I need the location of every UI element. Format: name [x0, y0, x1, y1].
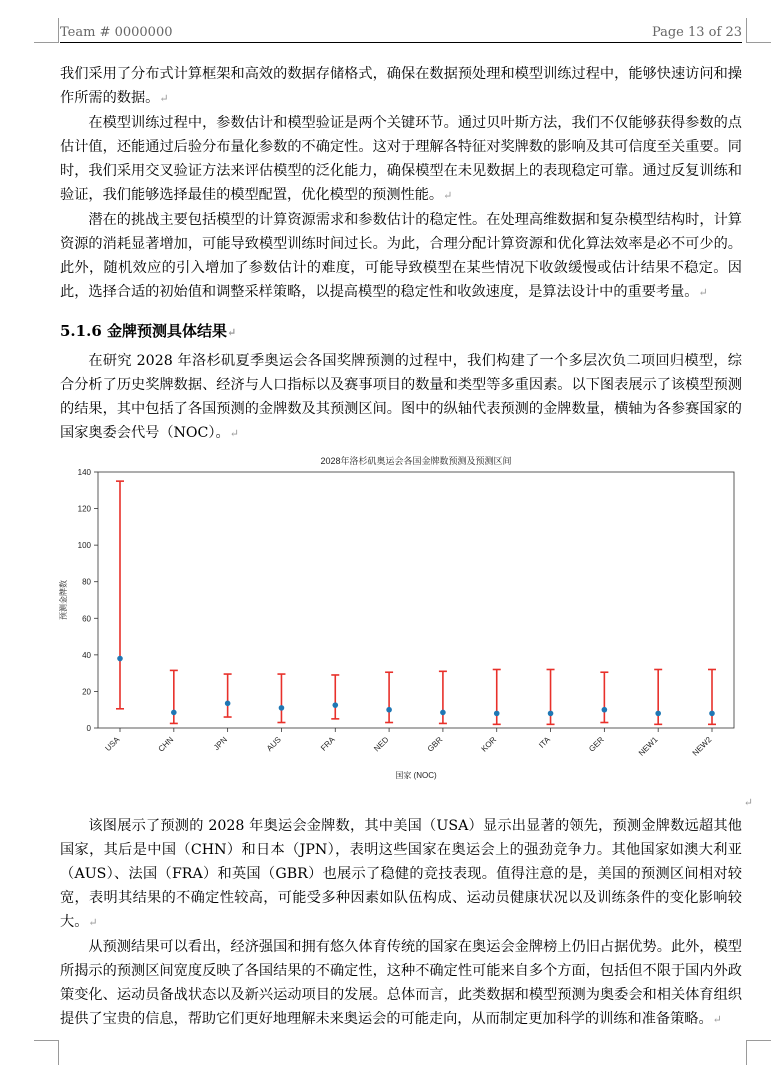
x-axis-label: 国家 (NOC) — [395, 771, 437, 780]
y-tick-label: 80 — [82, 577, 91, 587]
gold-medal-forecast-chart — [52, 452, 742, 784]
paragraph: 我们采用了分布式计算框架和高效的数据存储格式，确保在数据预处理和模型训练过程中，能够快速访问和操作所需的数据。↵ — [60, 66, 742, 106]
paragraph: 潜在的挑战主要包括模型的计算资源需求和参数估计的稳定性。在处理高维数据和复杂模型结构时，计算资源的消耗显著增加，可能导致模型训练时间过长。为此，合理分配计算资源和优化算法效率是必不可少的。此外，随机效应的引入增加了参数估计的难度，可能导致模型在某些情况下收敛缓慢或估计结果不稳定。因此，选择合适的初始值和调整采样策略，以提高模型的稳定性和收敛速度，是算法设计中的重要考量。↵ — [60, 212, 742, 300]
paragraph: 在研究 2028 年洛杉矶夏季奥运会各国奖牌预测的过程中，我们构建了一个多层次负二项回归模型，综合分析了历史奖牌数据、经济与人口指标以及赛事项目的数量和类型等多重因素。以下图表展示了该模型预测的结果，其中包括了各国预测的金牌数及其预测区间。图中的纵轴代表预测的金牌数量，横轴为各参赛国家的国家奥委会代号（NOC）。↵ — [60, 353, 742, 441]
document-body — [60, 62, 742, 784]
chart-title: 2028年洛杉矶奥运会各国金牌数预测及预测区间 — [320, 456, 512, 466]
x-tick-label: FRA — [319, 735, 337, 753]
team-number: Team # 0000000 — [60, 25, 173, 40]
forecast-point — [494, 711, 500, 717]
forecast-point — [602, 707, 608, 713]
x-tick-label: AUS — [264, 735, 283, 754]
paragraph: 在模型训练过程中，参数估计和模型验证是两个关键环节。通过贝叶斯方法，我们不仅能够获得参数的点估计值，还能通过后验分布量化参数的不确定性。这对于理解各特征对奖牌数的影响及其可信度至关重要。同时，我们采用交叉验证方法来评估模型的泛化能力，确保模型在未见数据上的表现稳定可靠。通过反复训练和验证，我们能够选择最佳的模型配置，优化模型的预测性能。↵ — [60, 115, 742, 203]
crop-mark-bottom-right — [746, 1040, 771, 1065]
x-tick-label: CHN — [156, 735, 176, 754]
x-tick-label: JPN — [211, 735, 230, 753]
page-header — [60, 24, 742, 43]
x-tick-label: NEW1 — [636, 735, 660, 758]
crop-mark-top-right — [746, 18, 771, 43]
x-tick-label: KOR — [479, 735, 499, 754]
forecast-point — [655, 711, 661, 717]
page-number: Page 13 of 23 — [651, 25, 742, 40]
x-tick-label: GBR — [425, 735, 445, 754]
x-tick-label: USA — [103, 735, 122, 754]
y-axis-label: 预测金牌数 — [59, 580, 68, 620]
paragraph: 从预测结果可以看出，经济强国和拥有悠久体育传统的国家在奥运会金牌榜上仍旧占据优势。此外，模型所揭示的预测区间宽度反映了各国结果的不确定性，这种不确定性可能来自多个方面，包括但不限于国内外政策变化、运动员备战状态以及新兴运动项目的发展。总体而言，此类数据和模型预测为奥委会和相关体育组织提供了宝贵的信息，帮助它们更好地理解未来奥运会的可能走向，从而制定更加科学的训练和准备策略。↵ — [60, 939, 742, 1027]
forecast-point — [440, 710, 446, 716]
paragraph-mark: ↵ — [743, 796, 753, 809]
forecast-point — [548, 711, 554, 717]
x-tick-label: GER — [587, 735, 606, 754]
y-tick-label: 140 — [77, 468, 91, 477]
paragraph: 该图展示了预测的 2028 年奥运会金牌数，其中美国（USA）显示出显著的领先，预测金牌数远超其他国家，其后是中国（CHN）和日本（JPN），表明这些国家在奥运会上的强劲竞争力。其他国家如澳大利亚（AUS）、法国（FRA）和英国（GBR）也展示了稳健的竞技表现。值得注意的是，美国的预测区间相对较宽，表明其结果的不确定性较高，可能受多种因素如队伍构成、运动员健康状况以及训练条件的变化影响较大。↵ — [60, 818, 742, 930]
crop-mark-top-left — [34, 18, 59, 43]
section-heading: 5.1.6 金牌预测具体结果↵ — [60, 322, 237, 340]
forecast-point — [332, 702, 338, 708]
x-tick-label: NED — [372, 735, 391, 754]
y-tick-label: 20 — [82, 687, 91, 697]
plot-frame — [98, 472, 734, 728]
x-tick-label: NEW2 — [690, 735, 714, 758]
document-body-continued — [60, 814, 742, 1032]
crop-mark-bottom-left — [34, 1040, 59, 1065]
y-tick-label: 60 — [82, 614, 91, 624]
forecast-point — [386, 707, 392, 713]
forecast-point — [225, 701, 231, 707]
x-tick-label: ITA — [537, 735, 552, 750]
forecast-point — [279, 705, 285, 711]
y-tick-label: 100 — [77, 541, 91, 551]
forecast-point — [171, 710, 177, 716]
y-tick-label: 120 — [77, 504, 91, 514]
y-tick-label: 0 — [86, 724, 91, 733]
forecast-point — [709, 711, 715, 717]
y-tick-label: 40 — [82, 650, 91, 660]
forecast-point — [117, 656, 123, 662]
